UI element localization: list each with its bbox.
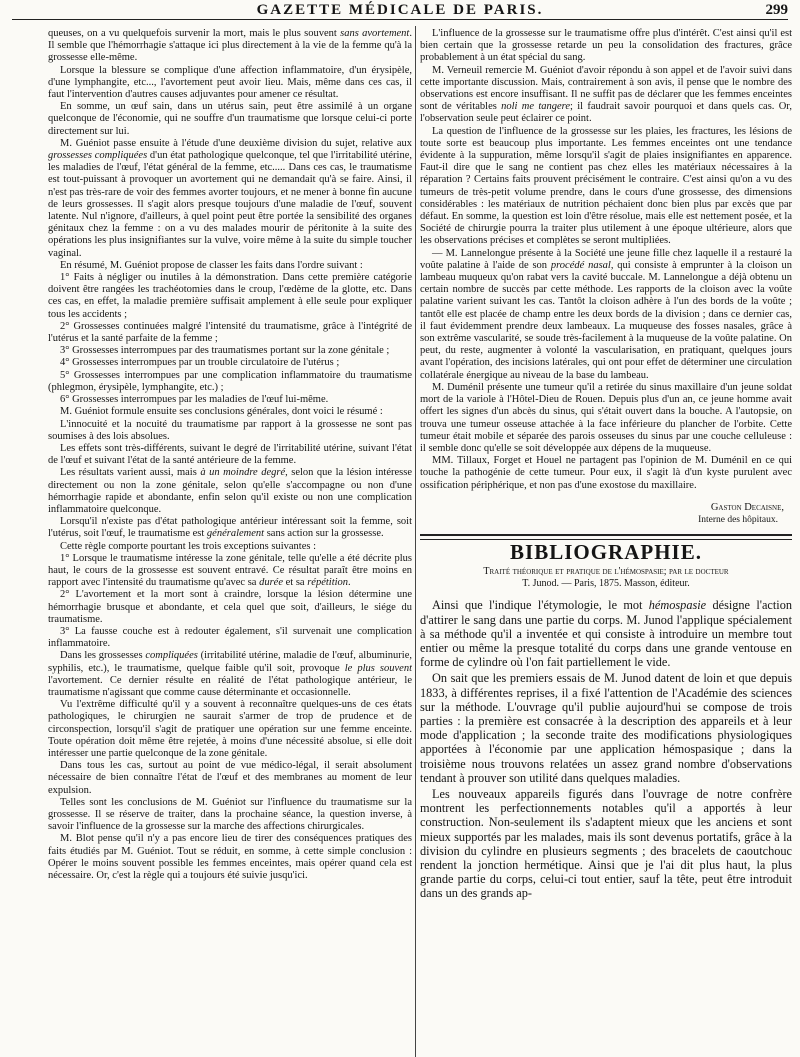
section-title: BIBLIOGRAPHIE. [510, 540, 702, 565]
paragraph: La question de l'influence de la grossesse sur les plaies, les fractures, les lésions de toute sorte est beaucoup plus importante. Les femmes enceintes ont une tendance évidente à la suppuration, même lorsqu'il s'agit de plaies insignifiantes en apparence. Faut-il dire que le sang ne contient pas chez elles les matériaux nécessaires à la réparation ? Certains faits prouvent précisément le contraire. C'est ainsi qu'on a vu des tumeurs de très-petit volume prendre, dans le cours d'une grossesse, des dimensions considérables : les matériaux de nutrition péchaient donc bien plus par excès que par défaut. En somme, la question est loin d'être résolue, mais elle est nettement posée, et la Société de chirurgie pourra la traiter plus utilement à une époque ultérieure, alors que les observations précises et complètes se seront multipliées. [420, 125, 792, 247]
book-reference: Traité théorique et pratique de l'hémospasie; par le docteur T. Junod. — Paris, 1875. Masson, éditeur. [483, 566, 729, 590]
paragraph: Ainsi que l'indique l'étymologie, le mot hémospasie désigne l'action d'attirer le sang dans une partie du corps. M. Junod l'applique spécialement à sa méthode qu'il a inventée et qui consiste à introduire un membre tout entier ou même la presque totalité du corps dans une grande ventouse en forme de cylindre où l'on fait partiellement le vide. [420, 598, 792, 670]
paragraph: Les résultats varient aussi, mais à un moindre degré, selon que la lésion intéresse directement ou non la zone génitale, selon qu'elle s'accompagne ou non d'une hémorrhagie rapide et abondante, enfin selon qu'il existe ou non une complication inflammatoire quelconque. [48, 467, 412, 515]
paragraph: M. Guéniot formule ensuite ses conclusions générales, dont voici le résumé : [60, 406, 383, 418]
paragraph: 1° Lorsque le traumatisme intéresse la zone génitale, telle qu'elle a été décrite plus haut, le cours de la grossesse est souvent entravé. Ce résultat paraît être moins en rapport avec l'intensité du traumatisme qu'avec sa durée et sa répétition. [48, 552, 412, 589]
paragraph: Les nouveaux appareils figurés dans l'ouvrage de notre confrère montrent les perfectionnements notables qu'il a apportés à leur construction. Non-seulement ils s'adaptent mieux que les anciens et sont mieux supportés par les malades, mais ils sont devenus portatifs, grâce à la division du cylindre en plusieurs segments ; des bracelets de caoutchouc rendent la jonction hermétique. Ainsi que je l'ai dit plus haut, la plus grande partie du corps, celui-ci tout entier, sauf la tête, peut être introduit dans un des grands ap- [420, 786, 792, 901]
paragraph: M. Verneuil remercie M. Guéniot d'avoir répondu à son appel et de l'avoir suivi dans cette importante discussion. Mais, contrairement à son avis, il pense que le nombre des observations est encore insuffisant. Il ne suffit pas de déclarer que les femmes enceintes sont de véritables noli me tangere; il faudrait savoir pourquoi et dans quels cas. Or, l'observation seule peut éclairer ce point. [420, 64, 792, 125]
paragraph: Lorsque la blessure se complique d'une affection inflammatoire, d'un érysipèle, d'une lymphangite, etc..., l'avortement peut avoir lieu. Mais, même dans ces cas, il faut l'intervention d'autres causes adjuvantes pour amener ce résultat. [48, 64, 412, 101]
paragraph: Telles sont les conclusions de M. Guéniot sur l'influence du traumatisme sur la grossesse. Il se réserve de traiter, dans la prochaine séance, la question inverse, à savoir l'influence de la grossesse sur la marche des affections chirurgicales. [48, 796, 412, 833]
list-item: 3° Grossesses interrompues par des traumatismes portant sur la zone génitale ; [60, 345, 390, 357]
paragraph: Vu l'extrême difficulté qu'il y a souvent à reconnaître quelques-uns de ces états pathologiques, le chirurgien ne saurait s'armer de trop de prudence et de circonspection, lorsqu'il s'agit de pratiquer une opération sur une femme enceinte. Toute opération doit même être rejetée, à moins d'une nécessité absolue, si elle doit intéresser une partie quelconque de la zone génitale. [48, 699, 412, 759]
list-item: 2° Grossesses continuées malgré l'intensité du traumatisme, grâce à l'intégrité de l'utérus et la santé parfaite de la femme ; [48, 320, 412, 345]
list-item: 1° Faits à négliger ou inutiles à la démonstration. Dans cette première catégorie doivent être rangées les trachéotomies dans le croup, l'œdème de la glotte, etc. Dans ces cas, en effet, la maladie première suffisait amplement à elle seule pour expliquer tous les accidents ; [48, 272, 412, 320]
paragraph: Dans tous les cas, surtout au point de vue médico-légal, il serait absolument nécessaire de bien connaître l'état de l'œuf et des membranes au moment de leur expulsion. [48, 760, 412, 796]
review-text [420, 598, 792, 900]
journal-title: GAZETTE MÉDICALE DE PARIS. [256, 2, 544, 18]
list-item: 5° Grossesses interrompues par une complication inflammatoire du traumatisme (phlegmon, érysipèle, lymphangite, etc.) ; [48, 369, 412, 393]
paragraph: Cette règle comporte pourtant les trois exceptions suivantes : [60, 540, 317, 552]
paragraph: M. Blot pense qu'il n'y a pas encore lieu de tirer des conséquences pratiques des faits étudiés par M. Guéniot. Tout se réduit, en somme, à cette simple conclusion : Opérer le moins souvent possible les femmes enceintes, mais opérer quand cela est nécessaire. Or, c'est la règle qui a toujours été suivie jusqu'ici. [48, 833, 412, 882]
paragraph: En somme, un œuf sain, dans un utérus sain, peut être assimilé à un organe quelconque de l'économie, qui ne souffre d'un traumatisme que lorsque celui-ci porte directement sur lui. [48, 101, 412, 137]
paragraph: On sait que les premiers essais de M. Junod datent de loin et que depuis 1833, à différentes reprises, il a fixé l'attention de l'Académie des sciences sur la méthode. L'ouvrage qu'il publie aujourd'hui se compose de trois parties : la première est consacrée à la description des appareils et à leur mode d'application ; la seconde traite des modifications physiologiques apportées à l'économie par une application hémospasique ; dans la troisième nous trouvons relatées un assez grand nombre d'observations tendant à prouver son utilité dans quelques maladies. [420, 671, 792, 785]
paragraph: L'innocuité et la nocuité du traumatisme par rapport à la grossesse ne sont pas soumises à des lois absolues. [48, 418, 412, 442]
paragraph: Lorsqu'il n'existe pas d'état pathologique antérieur intéressant soit la femme, soit l'utérus, soit l'œuf, le traumatisme est généralement sans action sur la grossesse. [48, 516, 412, 540]
list-item: 4° Grossesses interrompues par un trouble circulatoire de l'utérus ; [60, 357, 340, 369]
right-column [420, 28, 792, 1054]
left-column [48, 28, 412, 1054]
paragraph: M. Guéniot passe ensuite à l'étude d'une deuxième division du sujet, relative aux grossesses compliquées d'un état pathologique quelconque, tel que l'irritabilité utérine, les maladies de l'œuf, l'état général de la femme, etc..... Dans ces cas, le traumatisme est tout-puissant à provoquer un avortement qui ne demandait qu'à se faire. Ainsi, il n'est pas très-rare de voir des femmes avorter toujours, et ne mener à bonne fin aucune de leurs grossesses. Il s'agit alors presque toujours d'une maladie de l'œuf, souvent latente. Nul n'ignore, d'ailleurs, à quel point peut être portée la sensibilité des organes génitaux chez la femme : on a vu des malades mourir de péritonite à la suite des opérations les plus insignifiantes sur la vulve, voire même à la suite du simple toucher vaginal. [48, 137, 412, 259]
page-number: 299 [765, 2, 788, 18]
paragraph: — M. Lannelongue présente à la Société une jeune fille chez laquelle il a restauré la voûte palatine à l'aide de son procédé nasal, qui consiste à emprunter à la cloison un lambeau muqueux qu'on rabat vers la cavité buccale. M. Lannelongue a déjà obtenu un certain nombre de succès par cette méthode. Les rapports de la cloison avec la voûte palatine varient suivant les cas. Tantôt la cloison adhère à l'un des bords de la voûte ; tantôt elle est placée de champ entre les deux bords de la division ; dans ce dernier cas, il faut évidemment prendre deux lambeaux. La muqueuse des fosses nasales, grâce à son extrême vascularité, se soude très-facilement à la muqueuse de la voûte palatine. On peut, du reste, augmenter à volonté la vascularisation, en pratiquant, quelques jours avant l'opération, des incisions latérales, qui ont pour effet de déterminer une circulation collatérale énergique au niveau de la base du lambeau. [420, 247, 792, 381]
author-rank: Interne des hôpitaux. [698, 514, 778, 525]
paragraph: queuses, on a vu quelquefois survenir la mort, mais le plus souvent sans avortement. Il semble que l'hémorrhagie s'attaque ici plus directement à la vie de la femme qu'à la grossesse elle-même. [48, 28, 412, 64]
paragraph: Dans les grossesses compliquées (irritabilité utérine, maladie de l'œuf, albuminurie, syphilis, etc.), le traumatisme, quelque faible qu'il soit, provoque le plus souvent l'avortement. Ce dernier résulte en réalité de l'état pathologique antérieur, le traumatisme n'agissant que comme cause déterminante et occasionnelle. [48, 650, 412, 698]
paragraph: M. Duménil présente une tumeur qu'il a retirée du sinus maxillaire d'un jeune soldat mort de la variole à l'Hôtel-Dieu de Rouen. Depuis plus d'un an, ce jeune homme avait offert les signes d'un abcès du sinus, qui s'était ouvert dans la bouche. A l'autopsie, on trouva une tumeur osseuse attachée à la face inférieure du plancher de l'orbite. Cette tumeur était mobile et séparée des parois osseuses du sinus par une couche celluleuse : il semble donc qu'elle se soit développée aux dépens de la muqueuse. [420, 381, 792, 454]
author-name: Gaston Decaisne, [710, 501, 784, 513]
paragraph: En résumé, M. Guéniot propose de classer les faits dans l'ordre suivant : [60, 259, 363, 271]
paragraph: MM. Tillaux, Forget et Houel ne partagent pas l'opinion de M. Duménil en ce qui touche la pathogénie de cette tumeur. Pour eux, il s'agit là d'un kyste purulent avec ossification périphérique, et non pas d'une exostose du maxillaire. [420, 455, 792, 491]
paragraph: L'influence de la grossesse sur le traumatisme offre plus d'intérêt. C'est ainsi qu'il est bien certain que la grossesse retarde un peu la consolidation des fractures, grâce probablement à un état spécial du sang. [420, 28, 792, 64]
list-item: 6° Grossesses interrompues par les maladies de l'œuf lui-même. [60, 394, 329, 406]
paragraph: Les effets sont très-différents, suivant le degré de l'irritabilité utérine, suivant l'état de l'œuf et suivant l'état de la santé antérieure de la femme. [48, 442, 412, 467]
page-header [12, 0, 788, 20]
paragraph: 3° La fausse couche est à redouter également, s'il survenait une complication inflammatoire. [48, 625, 412, 650]
paragraph: 2° L'avortement et la mort sont à craindre, lorsque la lésion détermine une hémorrhagie brusque et abondante, et cela quel que soit, d'ailleurs, le siége du traumatisme. [48, 589, 412, 625]
column-divider [415, 26, 416, 1057]
signature-block [420, 502, 792, 526]
